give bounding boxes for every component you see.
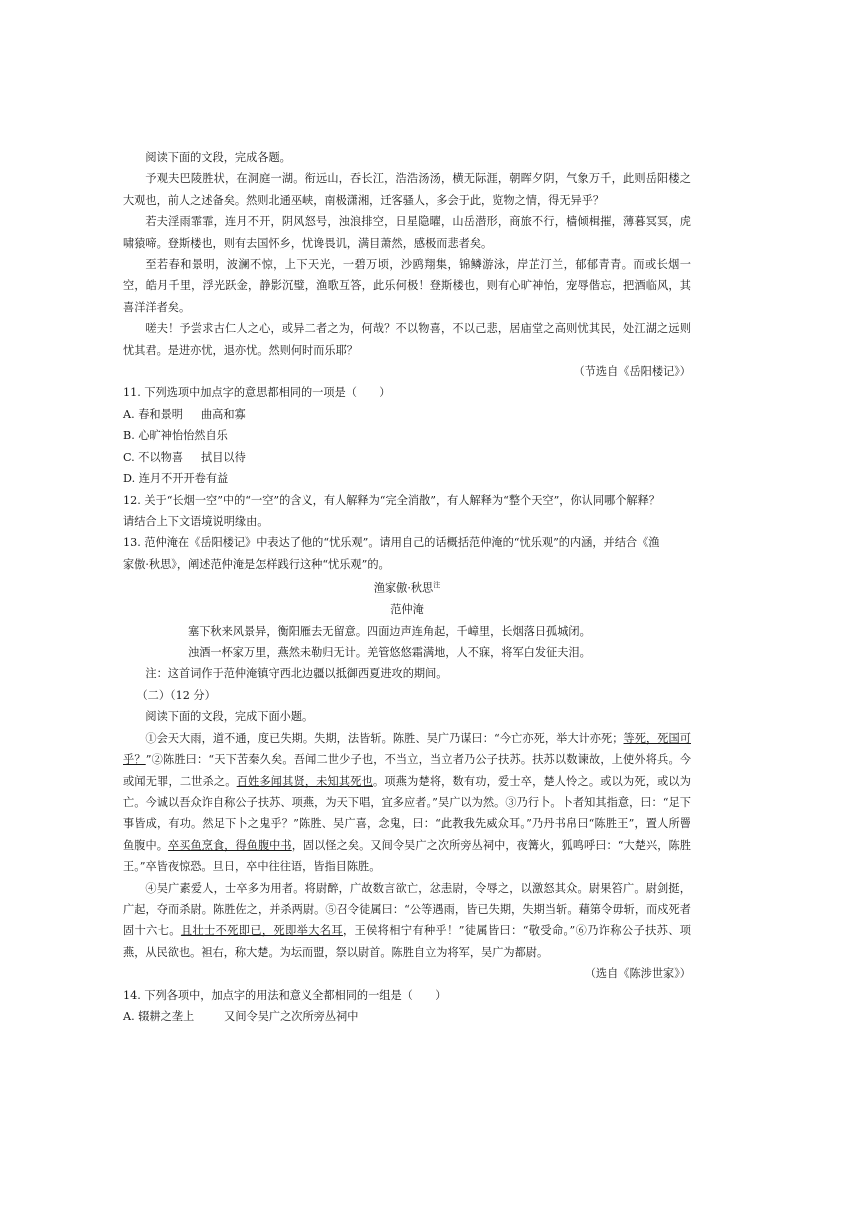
q12-line-2: 请结合上下文语境说明缘由。: [123, 514, 269, 528]
option-phrase-1: 连月不开: [138, 472, 184, 486]
passage1-source: （节选自《岳阳楼记》）: [573, 365, 691, 379]
part2-heading: （二）（12 分）: [136, 688, 216, 702]
option-label: C.: [123, 450, 135, 464]
text-run: 。项燕为楚将，数有功，爱士卒，楚人怜之。或以为死，或以为亡。今诚以吾众诈自称公子扶苏、项燕，为天下唱，宜多应者。”吴广以为然。③乃行卜。卜者知其指意，曰：“足下事皆成，有功。然足下卜之鬼乎？”陈胜、吴广喜，念鬼，曰：“此教我先威众耳。”乃丹书帛曰“陈胜王”，置人所罾鱼腹中。: [123, 774, 691, 852]
poem-title-note: 注: [433, 581, 441, 590]
text-run: ④吴广素爱人，士卒多为用者。将尉醉，广故数言欲亡，忿恚尉，令辱之，以激怒其众。尉果笞广。尉剑挺，广起，夺而杀尉。陈胜佐之，并杀两尉。⑤召令徒属曰：“公等遇雨，皆已失期，失期当斩。藉第令毋斩，而戍死者固十六七。: [123, 881, 691, 938]
option-phrase-1: 心旷神怡: [138, 429, 184, 443]
option-phrase-2: 怡然自乐: [183, 429, 228, 443]
poem-title-text: 渔家傲·秋思: [373, 581, 434, 595]
part2-intro: 阅读下面的文段，完成下面小题。: [145, 710, 314, 724]
option-phrase-2: 开卷有益: [183, 472, 229, 486]
q11-option-d: [123, 468, 691, 489]
q11-option-b: [123, 425, 691, 446]
poem-note: 注：这首词作于范仲淹镇守西北边疆以抵御西夏进攻的期间。: [145, 667, 448, 681]
poem-author: 范仲淹: [390, 603, 424, 617]
question-13: [123, 532, 691, 575]
q14-stem: 14. 下列各项中，加点字的用法和意义全都相同的一组是（ ）: [123, 988, 447, 1002]
question-11: [123, 382, 691, 489]
text-run: ”②陈胜曰：“天下苦秦久矣。吾闻二世少子也，不当立，当立者乃公子扶苏。扶苏以数谏故，上使外将兵。今或闻无罪，二世杀之。: [123, 753, 691, 788]
text-run: ，王侯将相宁有种乎！”徒属皆曰：“敬受命。”⑥乃诈称公子扶苏、项燕，从民欲也。袒右，称大楚。为坛而盟，祭以尉首。陈胜自立为将军，吴广为都尉。: [123, 924, 691, 959]
part2-para-2: [123, 878, 691, 964]
part2-source: （选自《陈涉世家》）: [584, 967, 691, 981]
poem-line-2: 浊酒一杯家万里，燕然未勒归无计。羌管悠悠霜满地，人不寐，将军白发征夫泪。: [188, 646, 591, 660]
passage1-para-1: 予观夫巴陵胜状，在洞庭一湖。衔远山，吞长江，浩浩汤汤，横无际涯，朝晖夕阴，气象万千，此则岳阳楼之大观也，前人之述备矣。然则北通巫峡，南极潇湘，迁客骚人，多会于此，览物之情，得无异乎？: [123, 172, 691, 207]
poem-title: [123, 575, 691, 599]
underlined-sentence: 且壮士不死即已，死即举大名耳: [180, 924, 343, 938]
question-12: [123, 490, 691, 533]
q14-option-a: [123, 1006, 691, 1027]
q13-line-2: 家傲·秋思》，阐述范仲淹是怎样践行这种“忧乐观”的。: [123, 557, 390, 571]
option-label: B.: [123, 429, 135, 443]
text-run: ①会天大雨，道不通，度已失期。失期，法皆斩。陈胜、吴广乃谋曰：“今亡亦死，举大计亦死；: [145, 731, 624, 745]
option-phrase-2: 又间令吴广之次所旁丛祠中: [224, 1009, 359, 1023]
document-body: [123, 147, 691, 1027]
option-phrase-2: 拭目以待: [201, 450, 246, 464]
text-run: ，固以怪之矣。又间令吴广之次所旁丛祠中，夜篝火，狐鸣呼曰：“大楚兴，陈胜王。”卒皆夜惊恐。旦日，卒中往往语，皆指目陈胜。: [123, 838, 691, 874]
q13-line-1: 13. 范仲淹在《岳阳楼记》中表达了他的“忧乐观”。请用自己的话概括范仲淹的“忧乐观”的内涵，并结合《渔: [123, 536, 660, 550]
question-14: [123, 985, 691, 1028]
underlined-sentence: 等死，死国可乎？: [123, 731, 691, 767]
option-label: A.: [123, 1009, 135, 1023]
q11-option-c: [123, 447, 691, 468]
q11-option-a: [123, 404, 691, 425]
underlined-sentence: 百姓多闻其贤，未知其死也: [236, 774, 373, 788]
passage1-intro: 阅读下面的文段，完成各题。: [145, 151, 291, 164]
q12-line-1: 12. 关于“长烟一空”中的“一空”的含义，有人解释为“完全消散”，有人解释为“整个天空”，你认同哪个解释？: [123, 493, 660, 507]
poem-line-1: 塞下秋来风景异，衡阳雁去无留意。四面边声连角起，千嶂里，长烟落日孤城闭。: [188, 624, 591, 638]
option-phrase-1: 辍耕之垄上: [138, 1009, 195, 1023]
passage1-text: [123, 168, 691, 361]
part2-para-1: [123, 728, 691, 878]
option-phrase-1: 不以物喜: [138, 450, 184, 464]
passage1-para-2: 若夫淫雨霏霏，连月不开，阴风怒号，浊浪排空，日星隐曜，山岳潜形，商旅不行，樯倾楫摧，薄暮冥冥，虎啸猿啼。登斯楼也，则有去国怀乡，忧谗畏讥，满目萧然，感极而悲者矣。: [123, 215, 691, 250]
underlined-sentence: 卒买鱼烹食，得鱼腹中书: [167, 838, 292, 852]
poem: [123, 575, 691, 685]
option-label: D.: [123, 472, 136, 486]
passage1-para-4: 嗟夫！予尝求古仁人之心，或异二者之为，何哉？不以物喜，不以己悲，居庙堂之高则忧其民，处江湖之远则忧其君。是进亦忧，退亦忧。然则何时而乐耶？: [123, 322, 691, 357]
passage1-para-3: 至若春和景明，波澜不惊，上下天光，一碧万顷，沙鸥翔集，锦鳞游泳，岸芷汀兰，郁郁青青。而或长烟一空，皓月千里，浮光跃金，静影沉璧，渔歌互答，此乐何极！登斯楼也，则有心旷神怡，宠辱偕忘，把酒临风，其喜洋洋者矣。: [123, 258, 691, 314]
option-phrase-1: 春和景明: [138, 407, 183, 421]
option-label: A.: [123, 407, 135, 421]
q11-stem: 11. 下列选项中加点字的意思都相同的一项是（ ）: [123, 386, 391, 400]
option-phrase-2: 曲高和寡: [200, 407, 246, 421]
